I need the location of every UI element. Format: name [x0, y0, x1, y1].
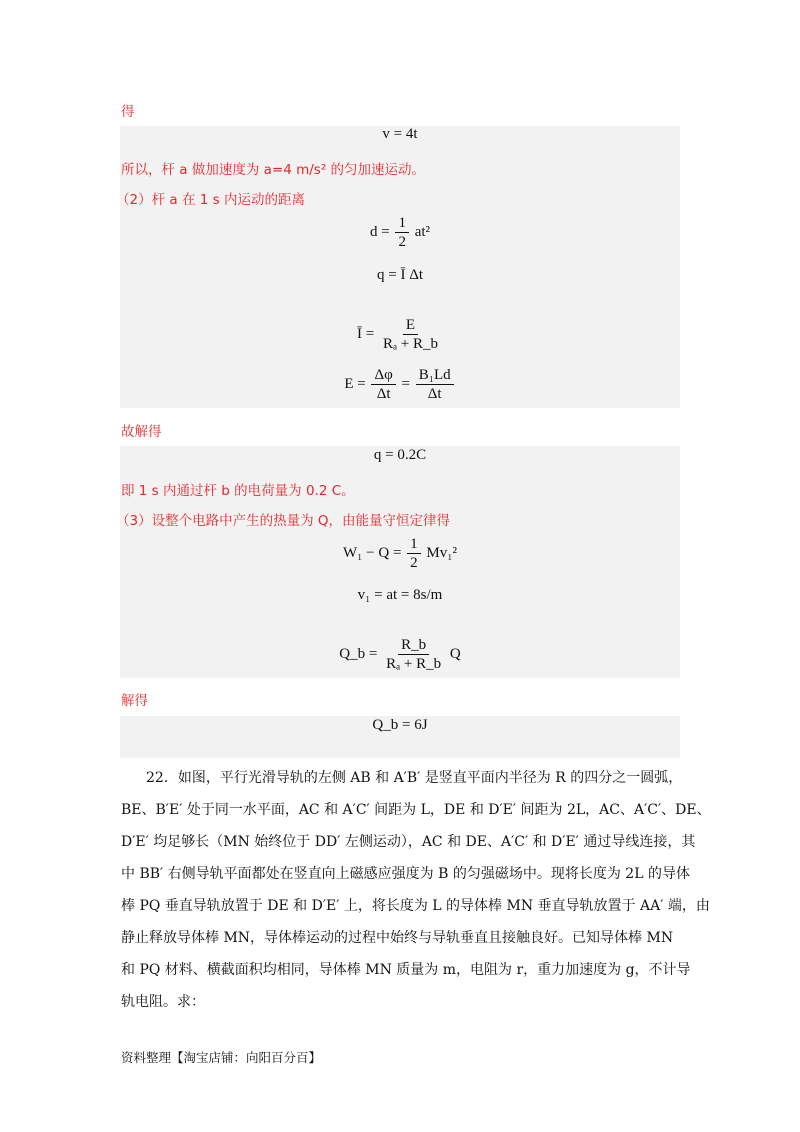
equation-Qb-result: Q_b = 6J: [372, 717, 428, 733]
problem-line: 22．如图，平行光滑导轨的左侧 AB 和 A′B′ 是竖直平面内半径为 R 的四分之一圆弧，: [146, 770, 683, 786]
denominator: Rₐ + R_b: [386, 656, 442, 672]
eq-rhs: at²: [414, 223, 431, 240]
denominator: Rₐ + R_b: [382, 336, 439, 352]
problem-line: BE、B′E′ 处于同一水平面，AC 和 A′C′ 间距为 L，DE 和 D′E′ 间距为 2L，AC、A′C′、DE、: [121, 802, 711, 818]
equation-energy: [120, 535, 680, 572]
equation-E: [120, 366, 680, 403]
footer-source: 资料整理【淘宝店铺：向阳百分百】: [121, 1050, 322, 1065]
fraction: [407, 535, 421, 572]
problem-line: 静止释放导体棒 MN，导体棒运动的过程中始终与导轨垂直且接触良好。已知导体棒 MN: [121, 930, 674, 946]
equation-q-result: q = 0.2C: [373, 447, 427, 463]
fraction: [416, 366, 454, 403]
conclusion-acceleration: 所以，杆 a 做加速度为 a=4 m/s² 的匀加速运动。: [121, 162, 426, 178]
equation-v: v = 4t: [382, 126, 418, 142]
numerator: R_b: [398, 636, 429, 655]
eq-rhs: Mv₁²: [426, 544, 457, 561]
eq-lhs: Q_b =: [339, 645, 378, 662]
denominator: Δt: [376, 386, 391, 402]
fraction: [371, 366, 395, 403]
part-2-heading: （2）杆 a 在 1 s 内运动的距离: [116, 192, 305, 208]
label-jie-de: 解得: [121, 693, 148, 709]
eq-lhs: Ī =: [356, 325, 375, 342]
fraction: [383, 636, 444, 673]
equation-Qb: [120, 636, 680, 673]
equation-d: [120, 214, 680, 251]
numerator: Δφ: [371, 366, 395, 385]
eq-rhs: Q: [449, 645, 461, 662]
problem-line: D′E′ 均足够长（MN 始终位于 DD′ 左侧运动），AC 和 DE、A′C′ 和 D′E′ 通过导线连接，其: [121, 834, 696, 850]
numerator: B₁Ld: [416, 366, 454, 385]
numerator: 1: [395, 214, 409, 233]
label-gu-jie-de: 故解得: [121, 424, 162, 440]
equation-I: [120, 316, 680, 353]
label-de: 得: [121, 104, 135, 120]
numerator: 1: [407, 535, 421, 554]
eq-lhs: E =: [344, 375, 366, 392]
eq-equals: =: [401, 375, 410, 392]
problem-line: 和 PQ 材料、横截面积均相同，导体棒 MN 质量为 m，电阻为 r，重力加速度为 g，不计导: [121, 962, 691, 978]
denominator: 2: [398, 234, 406, 250]
fraction: [395, 214, 409, 251]
problem-line: 中 BB′ 右侧导轨平面都处在竖直向上磁感应强度为 B 的匀强磁场中。现将长度为 2L 的导体: [121, 866, 690, 882]
problem-line: 轨电阻。求：: [121, 994, 205, 1010]
conclusion-charge: 即 1 s 内通过杆 b 的电荷量为 0.2 C。: [121, 483, 355, 499]
equation-v1: v₁ = at = 8s/m: [357, 587, 443, 603]
equation-q: q = Ī Δt: [376, 267, 424, 283]
denominator: 2: [410, 555, 418, 571]
eq-lhs: d =: [369, 223, 390, 240]
problem-line: 棒 PQ 垂直导轨放置于 DE 和 D′E′ 上，将长度为 L 的导体棒 MN 垂直导轨放置于 AA′ 端，由: [121, 898, 710, 914]
fraction: [380, 316, 441, 353]
eq-lhs: W₁ − Q =: [343, 544, 402, 561]
denominator: Δt: [427, 386, 442, 402]
part-3-heading: （3）设整个电路中产生的热量为 Q，由能量守恒定律得: [116, 513, 451, 529]
numerator: E: [403, 316, 418, 335]
